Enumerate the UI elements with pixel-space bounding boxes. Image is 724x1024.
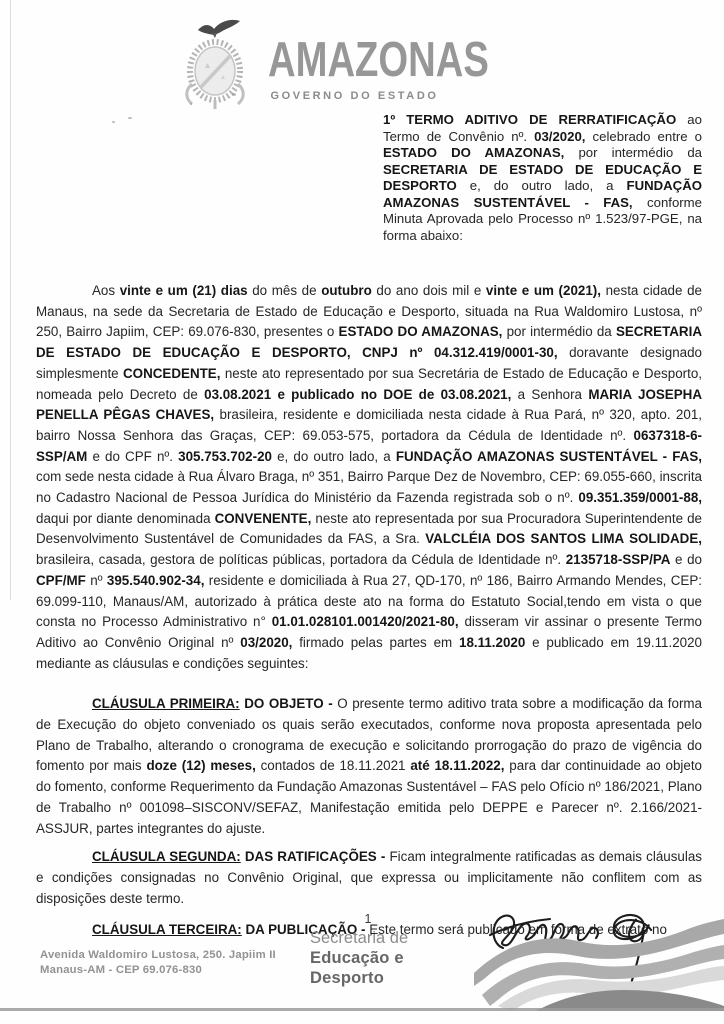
clausula-terceira-paragraph: CLÁUSULA TERCEIRA: DA PUBLICAÇÃO - Este termo será publicado em forma de extrato no bbox=[92, 922, 667, 938]
scan-speck bbox=[232, 93, 236, 96]
clausula-primeira-paragraph: CLÁUSULA PRIMEIRA: DO OBJETO - O presente termo aditivo trata sobre a modificação da forma de Execução do objeto conveniado os quais serão executados, conforme nova proposta apresentada pelo Plano de Trabalho, alterando o cronograma de execução e solicitando prorrogação do prazo de vigência do fomento por mais doze (12) meses, contados de 18.11.2021 até 18.11.2022, para dar continuidade ao objeto do fomento, conforme Requerimento da Fundação Amazonas Sustentável – FAS pelo Ofício nº 186/2021, Plano de Trabalho nº 001098–SISCONV/SEFAZ, Manifestação emitida pelo DEPPE e Parecer nº. 2.166/2021-ASSJUR, partes integrantes do ajuste. bbox=[36, 696, 703, 836]
footer-address-line1: Avenida Waldomiro Lustosa, 250. Japiim II bbox=[40, 949, 276, 961]
scan-edge-bottom bbox=[0, 1008, 724, 1011]
document-body bbox=[36, 281, 702, 941]
scan-speck bbox=[128, 117, 132, 119]
government-subtitle: GOVERNO DO ESTADO bbox=[270, 90, 439, 102]
scan-edge-left bbox=[10, 0, 11, 600]
logo-text-block bbox=[268, 33, 551, 102]
secretariat-line2: Educação e bbox=[310, 949, 404, 967]
seduc-wave-motif-icon bbox=[474, 911, 724, 1011]
amazonas-coat-of-arms-icon bbox=[172, 16, 258, 110]
scan-speck bbox=[112, 121, 116, 124]
opening-paragraph: Aos vinte e um (21) dias do mês de outubro do ano dois mil e vinte e um (2021), nesta cidade de Manaus, na sede da Secretaria de Estado de Educação e Desporto, situada na Rua Waldomiro Lustosa, nº 250, Bairro Japiim, CEP: 69.076-830, presentes o ESTADO DO AMAZONAS, por intermédio da SECRETARIA DE ESTADO DE EDUCAÇÃO E DESPORTO, CNPJ nº 04.312.419/0001-30, doravante designado simplesmente CONCEDENTE, neste ato representado por sua Secretária de Estado de Educação e Desporto, nomeada pelo Decreto de 03.08.2021 e publicado no DOE de 03.08.2021, a Senhora MARIA JOSEPHA PENELLA PÊGAS CHAVES, brasileira, residente e domiciliada nesta cidade à Rua Pará, nº 320, apto. 201, bairro Nossa Senhora das Graças, CEP: 69.053-575, portadora da Cédula de Identidade nº. 0637318-6-SSP/AM e do CPF nº. 305.753.702-20 e, do outro lado, a FUNDAÇÃO AMAZONAS SUSTENTÁVEL - FAS, com sede nesta cidade à Rua Álvaro Braga, nº 351, Bairro Parque Dez de Novembro, CEP: 69.055-660, inscrita no Cadastro Nacional de Pessoa Jurídica do Ministério da Fazenda registrada sob o nº. 09.351.359/0001-88, daqui por diante denominada CONVENENTE, neste ato representada por sua Procuradora Superintendente de Desenvolvimento Sustentável de Comunidades da FAS, a Sra. VALCLÉIA DOS SANTOS LIMA SOLIDADE, brasileira, casada, gestora de políticas públicas, portadora da Cédula de Identidade nº. 2135718-SSP/PA e do CPF/MF nº 395.540.902-34, residente e domiciliada à Rua 27, QD-170, nº 186, Bairro Armando Mendes, CEP: 69.099-110, Manaus/AM, autorizado à prática deste ato na forma do Estatuto Social,tendo em vista o que consta no Processo Administrativo n° 01.01.028101.001420/2021-80, disseram vir assinar o presente Termo Aditivo ao Convênio Original nº 03/2020, firmado pelas partes em 18.11.2020 e publicado em 19.11.2020 mediante as cláusulas e condições seguintes: bbox=[36, 283, 702, 671]
clausula-segunda-paragraph: CLÁUSULA SEGUNDA: DAS RATIFICAÇÕES - Ficam integralmente ratificadas as demais cláusulas e condições consignadas no Convênio Original, que expressa ou implicitamente não conflitem com as disposições deste termo. bbox=[36, 849, 702, 906]
secretariat-logotype bbox=[310, 928, 408, 988]
page-number: 1 bbox=[364, 912, 372, 926]
state-wordmark: AMAZONAS bbox=[268, 33, 490, 87]
document-header bbox=[0, 16, 724, 110]
secretariat-line3: Desporto bbox=[310, 969, 385, 987]
title-clause-paragraph: 1º TERMO ADITIVO DE RERRATIFICAÇÃO ao Termo de Convênio nº. 03/2020, celebrado entre o ESTADO DO AMAZONAS, por intermédio da SECRETARIA DE ESTADO DE EDUCAÇÃO E DESPORTO e, do outro lado, a FUNDAÇÃO AMAZONAS SUSTENTÁVEL - FAS, conforme Minuta Aprovada pelo Processo nº 1.523/97-PGE, na forma abaixo: bbox=[383, 112, 703, 243]
scan-speck bbox=[190, 103, 192, 105]
footer-address-line2: Manaus-AM - CEP 69.076-830 bbox=[40, 964, 202, 976]
secretariat-line1: Secretaria de bbox=[310, 929, 409, 947]
footer-address bbox=[40, 948, 276, 978]
